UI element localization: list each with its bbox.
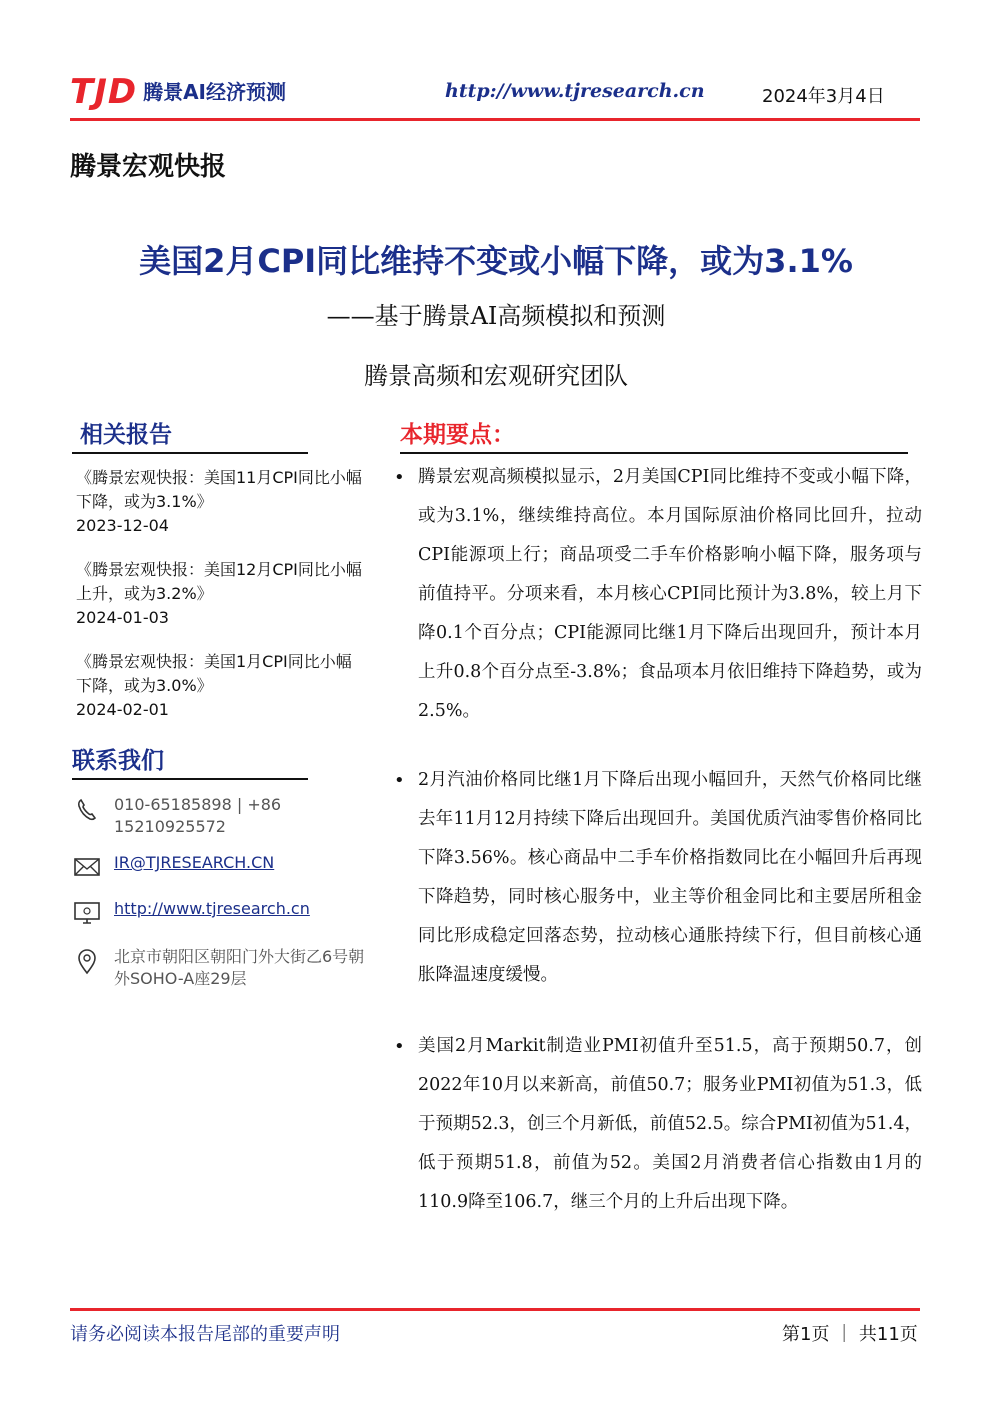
points-list — [392, 458, 922, 1222]
footer-divider — [70, 1308, 920, 1311]
contact-phone-row — [72, 794, 372, 838]
team-name: 腾景高频和宏观研究团队 — [364, 362, 628, 390]
location-pin-icon — [72, 946, 102, 976]
related-item[interactable] — [76, 558, 366, 630]
related-divider — [72, 452, 308, 454]
related-title[interactable]: 《腾景宏观快报：美国1月CPI同比小幅下降，或为3.0%》 — [76, 652, 352, 695]
related-item[interactable] — [76, 466, 366, 538]
footer-notice: 请务必阅读本报告尾部的重要声明 — [70, 1324, 340, 1345]
logo-text: 腾景AI经济预测 — [143, 80, 286, 104]
contact-address-row — [72, 946, 372, 990]
contact-email-row — [72, 852, 372, 882]
point-item: • 美国2月Markit制造业PMI初值升至51.5，高于预期50.7，创2022年10月以来新高，前值50.7；服务业PMI初值为51.3，低于预期52.3，创三个月新低，前值52.5。综合PMI初值为51.4，低于预期51.8，前值为52。美国2月消费者信心指数由1月的110.9降至106.7，继三个月的上升后出现下降。 — [392, 1027, 922, 1222]
contact-website-link[interactable]: http://www.tjresearch.cn — [114, 899, 310, 918]
point-item: • 腾景宏观高频模拟显示，2月美国CPI同比维持不变或小幅下降，或为3.1%，继续维持高位。本月国际原油价格同比回升，拉动CPI能源项上行；商品项受二手车价格影响小幅下降，服务项与前值持平。分项来看，本月核心CPI同比预计为3.8%，较上月下降0.1个百分点；CPI能源同比继1月下降后出现回升，预计本月上升0.8个百分点至-3.8%；食品项本月依旧维持下降趋势，或为2.5%。 — [392, 458, 922, 731]
related-item[interactable] — [76, 650, 366, 722]
points-divider — [400, 452, 908, 454]
mail-icon — [72, 852, 102, 882]
related-heading: 相关报告 — [80, 421, 172, 448]
related-date: 2024-01-03 — [76, 608, 169, 627]
header-divider — [70, 118, 920, 121]
related-list — [76, 466, 366, 742]
page-number: 第1页 ｜ 共11页 — [782, 1324, 918, 1345]
points-heading: 本期要点： — [400, 421, 515, 448]
monitor-icon — [72, 898, 102, 928]
contact-web-row — [72, 898, 372, 928]
report-title: 美国2月CPI同比维持不变或小幅下降，或为3.1% — [139, 242, 853, 280]
contact-address: 北京市朝阳区朝阳门外大街乙6号朝外SOHO-A座29层 — [114, 947, 365, 988]
logo-mark: TJD — [70, 72, 138, 112]
contact-phone: 010-65185898 | +86 15210925572 — [114, 795, 282, 836]
related-title[interactable]: 《腾景宏观快报：美国12月CPI同比小幅上升，或为3.2%》 — [76, 560, 362, 603]
contact-divider — [72, 778, 308, 780]
contact-email-link[interactable]: IR@TJRESEARCH.CN — [114, 853, 275, 872]
phone-icon — [72, 794, 102, 824]
related-date: 2024-02-01 — [76, 700, 169, 719]
series-name: 腾景宏观快报 — [70, 152, 227, 182]
header-url[interactable]: http://www.tjresearch.cn — [445, 80, 705, 102]
report-date: 2024年3月4日 — [762, 86, 885, 107]
related-title[interactable]: 《腾景宏观快报：美国11月CPI同比小幅下降，或为3.1%》 — [76, 468, 362, 511]
logo — [70, 74, 286, 110]
point-item: • 2月汽油价格同比继1月下降后出现小幅回升，天然气价格同比继去年11月12月持续下降后出现回升。美国优质汽油零售价格同比下降3.56%。核心商品中二手车价格指数同比在小幅回升后再现下降趋势，同时核心服务中，业主等价租金同比和主要居所租金同比形成稳定回落态势，拉动核心通胀持续下行，但目前核心通胀降温速度缓慢。 — [392, 761, 922, 995]
contact-heading: 联系我们 — [72, 747, 164, 774]
related-date: 2023-12-04 — [76, 516, 169, 535]
report-subtitle: ——基于腾景AI高频模拟和预测 — [326, 302, 666, 330]
